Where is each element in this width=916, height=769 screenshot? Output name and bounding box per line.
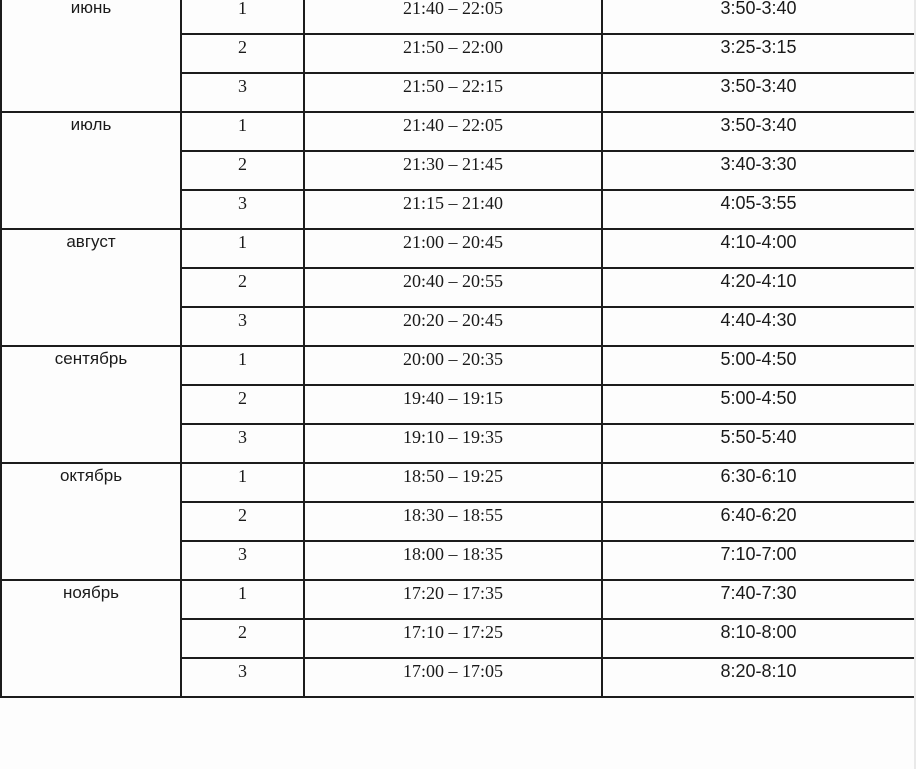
decade-cell: 2 [181, 34, 304, 73]
decade-cell: 1 [181, 346, 304, 385]
evening-time-cell: 21:40 – 22:05 [304, 112, 602, 151]
table-row [1, 580, 915, 619]
decade-cell: 3 [181, 541, 304, 580]
table-row [1, 463, 915, 502]
decade-cell: 2 [181, 385, 304, 424]
morning-time-cell: 4:40-4:30 [602, 307, 915, 346]
morning-time-cell: 7:40-7:30 [602, 580, 915, 619]
decade-cell: 3 [181, 424, 304, 463]
evening-time-cell: 18:30 – 18:55 [304, 502, 602, 541]
table-row [1, 112, 915, 151]
morning-time-cell: 5:00-4:50 [602, 385, 915, 424]
evening-time-cell: 17:20 – 17:35 [304, 580, 602, 619]
evening-time-cell: 17:00 – 17:05 [304, 658, 602, 697]
table-row [1, 0, 915, 34]
decade-cell: 1 [181, 580, 304, 619]
month-cell: август [1, 229, 181, 346]
month-cell: июль [1, 112, 181, 229]
decade-cell: 2 [181, 619, 304, 658]
decade-cell: 2 [181, 502, 304, 541]
evening-time-cell: 21:50 – 22:00 [304, 34, 602, 73]
evening-time-cell: 18:00 – 18:35 [304, 541, 602, 580]
decade-cell: 2 [181, 268, 304, 307]
morning-time-cell: 4:10-4:00 [602, 229, 915, 268]
month-cell: ноябрь [1, 580, 181, 697]
evening-time-cell: 20:40 – 20:55 [304, 268, 602, 307]
decade-cell: 1 [181, 0, 304, 34]
month-cell: сентябрь [1, 346, 181, 463]
table-row [1, 229, 915, 268]
evening-time-cell: 20:00 – 20:35 [304, 346, 602, 385]
decade-cell: 1 [181, 112, 304, 151]
evening-time-cell: 17:10 – 17:25 [304, 619, 602, 658]
decade-cell: 2 [181, 151, 304, 190]
evening-time-cell: 18:50 – 19:25 [304, 463, 602, 502]
table-row [1, 346, 915, 385]
decade-cell: 1 [181, 463, 304, 502]
evening-time-cell: 19:10 – 19:35 [304, 424, 602, 463]
evening-time-cell: 21:30 – 21:45 [304, 151, 602, 190]
morning-time-cell: 5:50-5:40 [602, 424, 915, 463]
morning-time-cell: 4:05-3:55 [602, 190, 915, 229]
morning-time-cell: 3:40-3:30 [602, 151, 915, 190]
decade-cell: 3 [181, 658, 304, 697]
morning-time-cell: 3:50-3:40 [602, 73, 915, 112]
decade-cell: 3 [181, 190, 304, 229]
morning-time-cell: 3:50-3:40 [602, 112, 915, 151]
morning-time-cell: 3:50-3:40 [602, 0, 915, 34]
month-cell: июнь [1, 0, 181, 112]
evening-time-cell: 19:40 – 19:15 [304, 385, 602, 424]
morning-time-cell: 5:00-4:50 [602, 346, 915, 385]
evening-time-cell: 21:40 – 22:05 [304, 0, 602, 34]
morning-time-cell: 6:30-6:10 [602, 463, 915, 502]
morning-time-cell: 8:10-8:00 [602, 619, 915, 658]
morning-time-cell: 3:25-3:15 [602, 34, 915, 73]
morning-time-cell: 8:20-8:10 [602, 658, 915, 697]
morning-time-cell: 6:40-6:20 [602, 502, 915, 541]
evening-time-cell: 21:15 – 21:40 [304, 190, 602, 229]
morning-time-cell: 4:20-4:10 [602, 268, 915, 307]
evening-time-cell: 20:20 – 20:45 [304, 307, 602, 346]
decade-cell: 1 [181, 229, 304, 268]
evening-time-cell: 21:50 – 22:15 [304, 73, 602, 112]
evening-time-cell: 21:00 – 20:45 [304, 229, 602, 268]
decade-cell: 3 [181, 307, 304, 346]
morning-time-cell: 7:10-7:00 [602, 541, 915, 580]
decade-cell: 3 [181, 73, 304, 112]
month-cell: октябрь [1, 463, 181, 580]
